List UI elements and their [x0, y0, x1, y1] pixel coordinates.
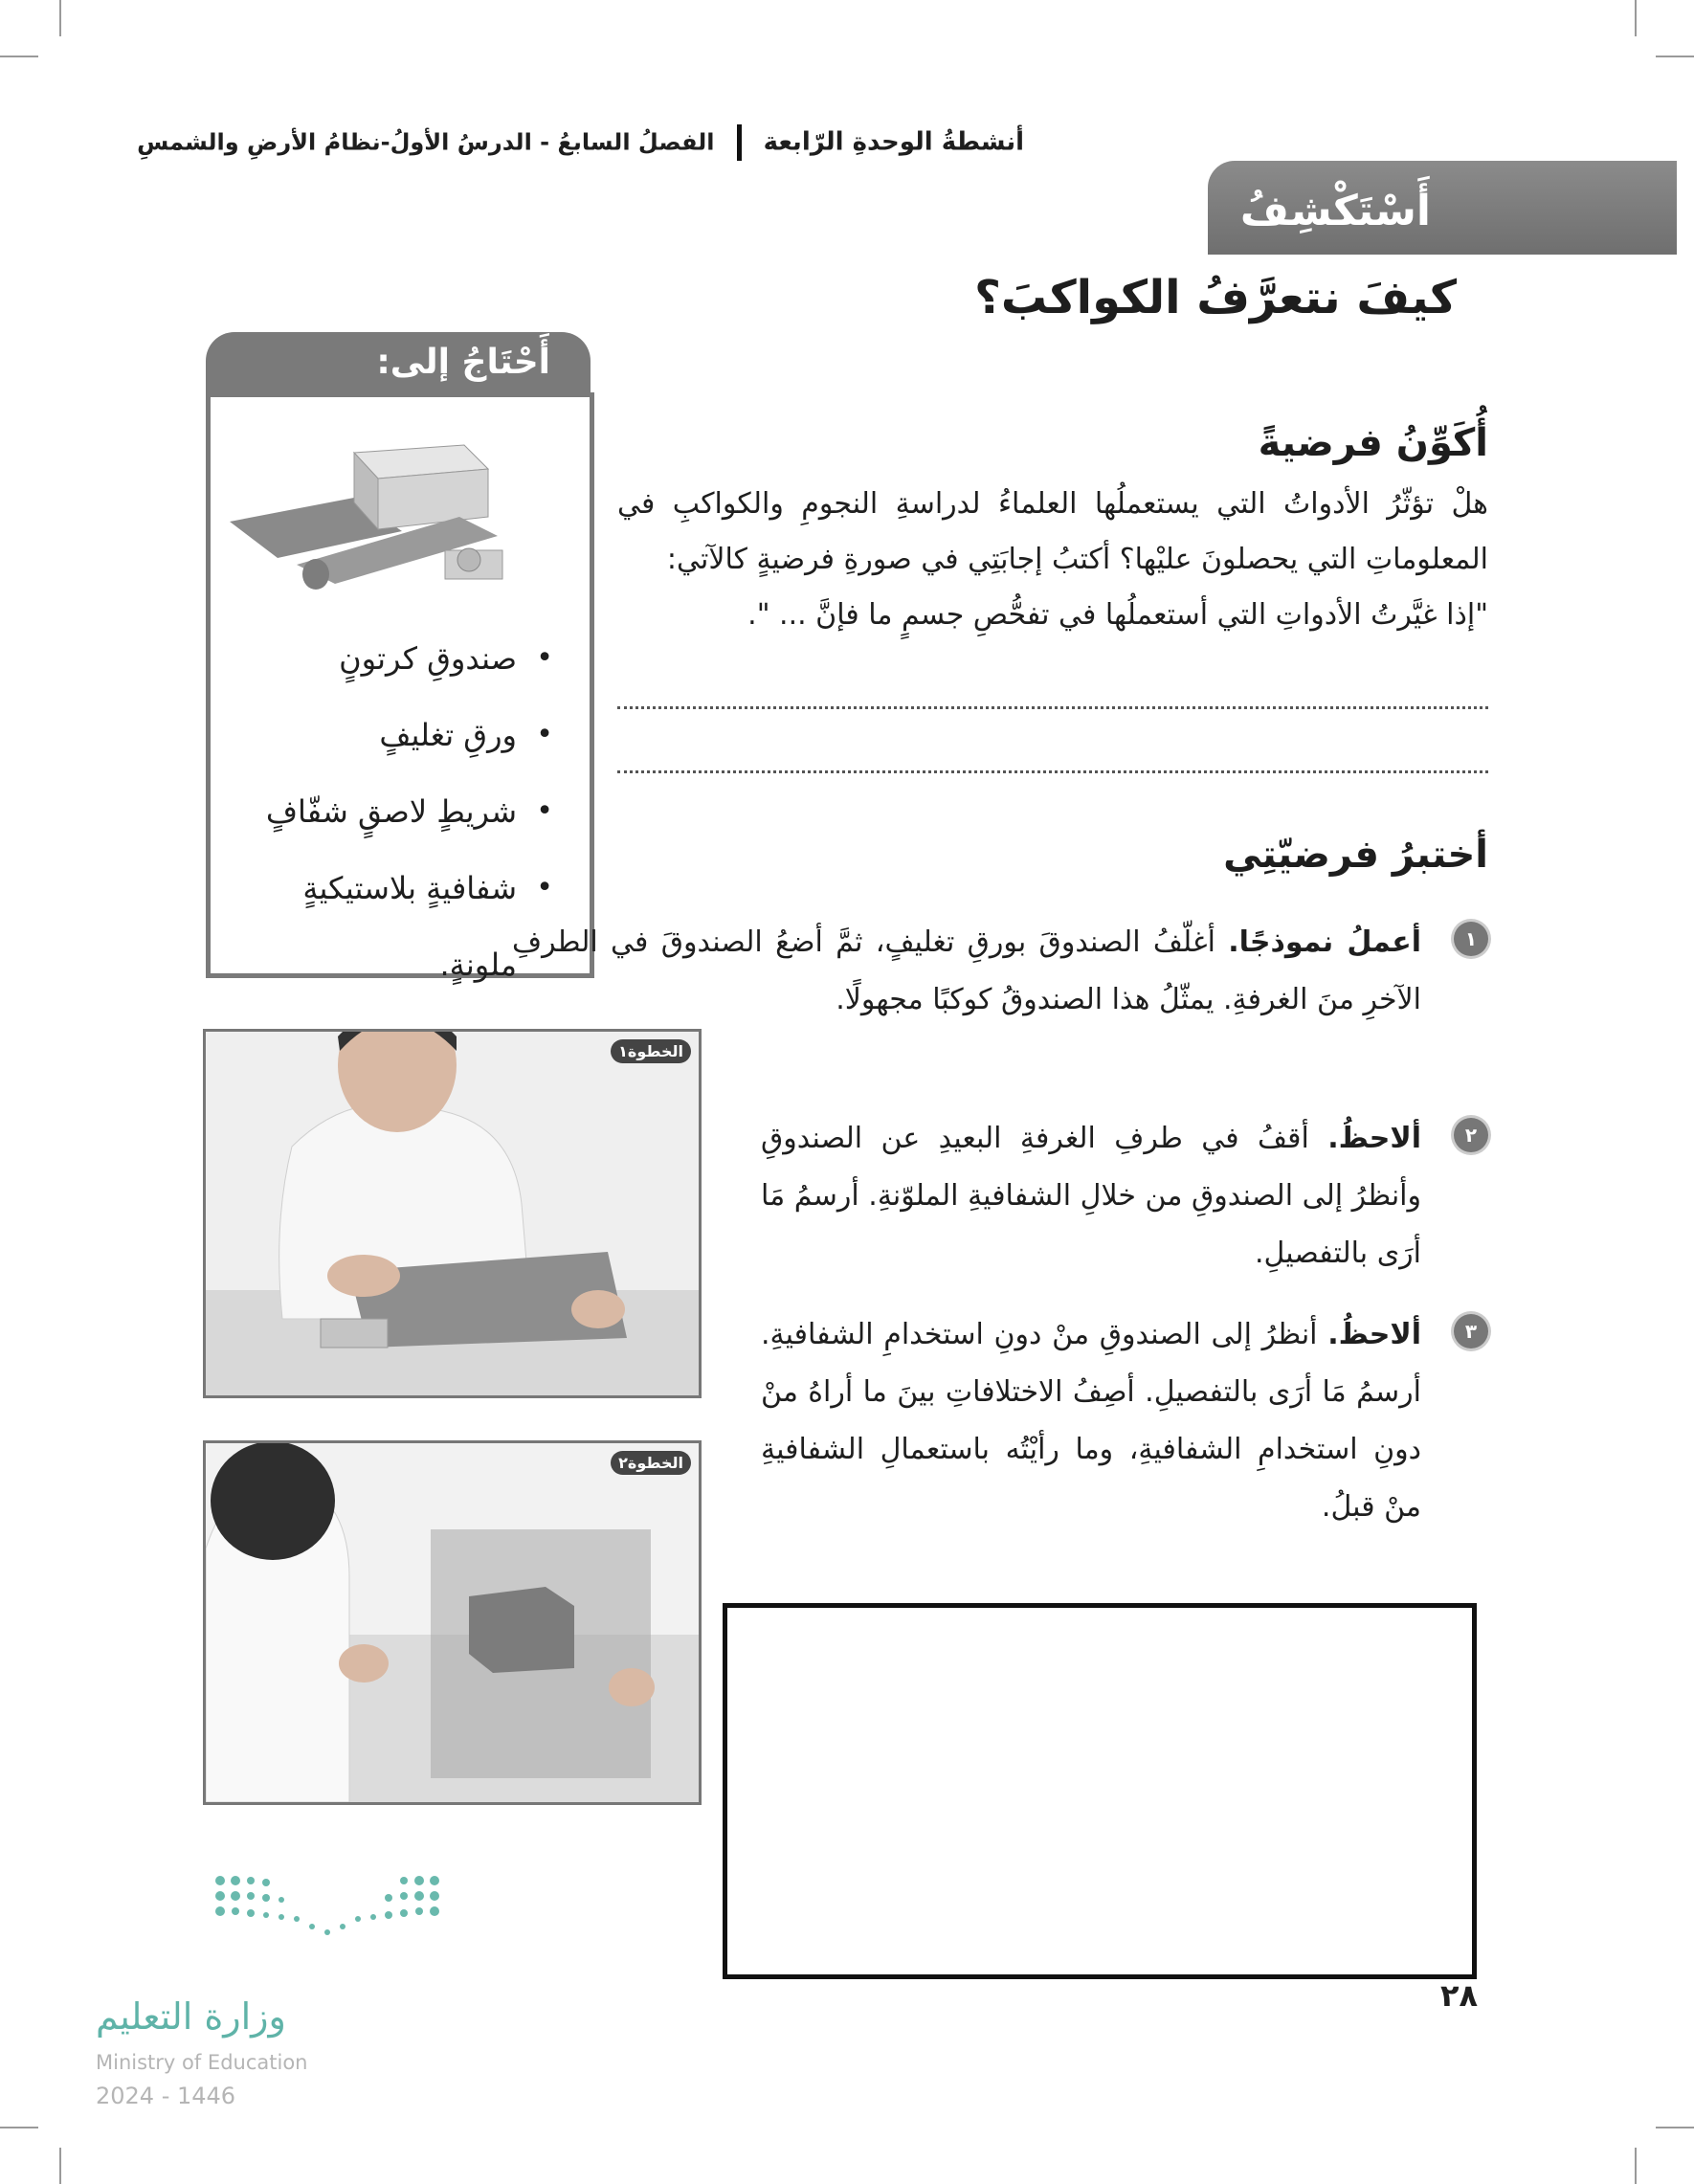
step1-label: الخطوة١: [611, 1039, 691, 1063]
boy-looking-through-sheet-image: [206, 1443, 699, 1802]
crop-mark: [59, 2148, 61, 2184]
hypothesis-template: "إذا غيَّرتُ الأدواتِ التي أستعملُها في تفحُّصِ جسمٍ ما فإنَّ ... ".: [747, 598, 1488, 632]
step-text: [761, 1110, 1421, 1282]
header-lesson: الفصلُ السابعُ - الدرسُ الأولُ-نظامُ الأرضِ والشمسِ: [137, 128, 715, 156]
hypothesis-paragraph: [617, 477, 1488, 643]
step-body: أقفُ في طرفِ الغرفةِ البعيدِ عن الصندوقِ وأنظرُ إلى الصندوقِ من خلالِ الشفافيةِ الملوّنةِ. أرسمُ مَا أرَى بالتفصيلِ.: [761, 1122, 1421, 1270]
crop-mark: [1656, 2127, 1694, 2128]
header-unit: أنشطةُ الوحدةِ الرّابعة: [763, 127, 1024, 157]
test-heading: أختبرُ فرضيّتِي: [1223, 833, 1488, 877]
ministry-arabic-name: وزارة التعليم: [96, 1995, 286, 2038]
step1-photo: [203, 1029, 702, 1398]
list-item: • شفافيةٍ بلاستيكيةٍ ملونةٍ.: [220, 850, 565, 926]
page-title: كيفَ نتعرَّفُ الكواكبَ؟: [974, 271, 1457, 324]
hypothesis-heading: أُكَوِّنُ فرضيةً: [1258, 421, 1488, 465]
crop-mark: [0, 2127, 38, 2128]
answer-line[interactable]: [617, 770, 1488, 773]
step-lead: ألاحظُ.: [1327, 1122, 1421, 1155]
step-2: [761, 1110, 1488, 1302]
explore-tab-label: أَسْتَكْشِفُ: [1239, 187, 1431, 235]
list-item: • ورقِ تغليفٍ: [220, 697, 565, 773]
step2-photo: [203, 1440, 702, 1805]
materials-illustration: [211, 407, 590, 636]
crop-mark: [0, 56, 38, 57]
step-3: [761, 1306, 1488, 1574]
crop-mark: [1656, 56, 1694, 57]
crop-mark: [1635, 0, 1637, 36]
header-divider: [737, 124, 742, 161]
ministry-logo-dots: [211, 1871, 450, 1946]
crop-mark: [59, 0, 61, 36]
step-lead: أعملُ نموذجًا.: [1228, 925, 1421, 959]
hypothesis-text: هلْ تؤثّرُ الأدواتُ التي يستعملُها العلماءُ لدراسةِ النجومِ والكواكبِ في المعلوماتِ التي يحصلونَ عليْها؟ أكتبُ إجابَتِي في صورةِ فرضيةٍ كالآتي:: [617, 487, 1488, 576]
step-body: أغلّفُ الصندوقَ بورقِ تغليفٍ، ثمَّ أضعُ الصندوقَ في الطرفِ الآخرِ منَ الغرفةِ. يمثّلُ هذا الصندوقُ كوكبًا مجهولًا.: [512, 925, 1421, 1016]
step-number: ١: [1454, 922, 1488, 956]
step-number: ٢: [1454, 1118, 1488, 1152]
step-text: [512, 914, 1421, 1029]
step2-label: الخطوة٢: [611, 1451, 691, 1475]
running-header: [137, 124, 1024, 161]
page-number: ٢٨: [1440, 1977, 1479, 2014]
step-number: ٣: [1454, 1314, 1488, 1348]
materials-list: [220, 620, 565, 983]
answer-line[interactable]: [617, 706, 1488, 709]
boy-wrapping-box-image: [206, 1032, 699, 1395]
step-text: [761, 1306, 1421, 1536]
ministry-english-name: Ministry of Education: [96, 2051, 308, 2074]
ministry-year: 2024 - 1446: [96, 2083, 236, 2109]
crop-mark: [1635, 2148, 1637, 2184]
materials-title: أَحْتَاجُ إلى:: [376, 343, 550, 382]
drawing-area[interactable]: [723, 1603, 1477, 1979]
list-item: • صندوقِ كرتونٍ: [220, 620, 565, 697]
step-body: أنظرُ إلى الصندوقِ منْ دونِ استخدامِ الشفافيةِ. أرسمُ مَا أرَى بالتفصيلِ. أصِفُ الاختلافاتِ بينَ ما أراهُ منْ دونِ استخدامِ الشفافيةِ، وما رأيْتُه باستعمالِ الشفافيةِ منْ قبلُ.: [761, 1318, 1421, 1524]
step-lead: ألاحظُ.: [1327, 1318, 1421, 1351]
list-item: • شريطٍ لاصقٍ شفّافٍ: [220, 773, 565, 850]
